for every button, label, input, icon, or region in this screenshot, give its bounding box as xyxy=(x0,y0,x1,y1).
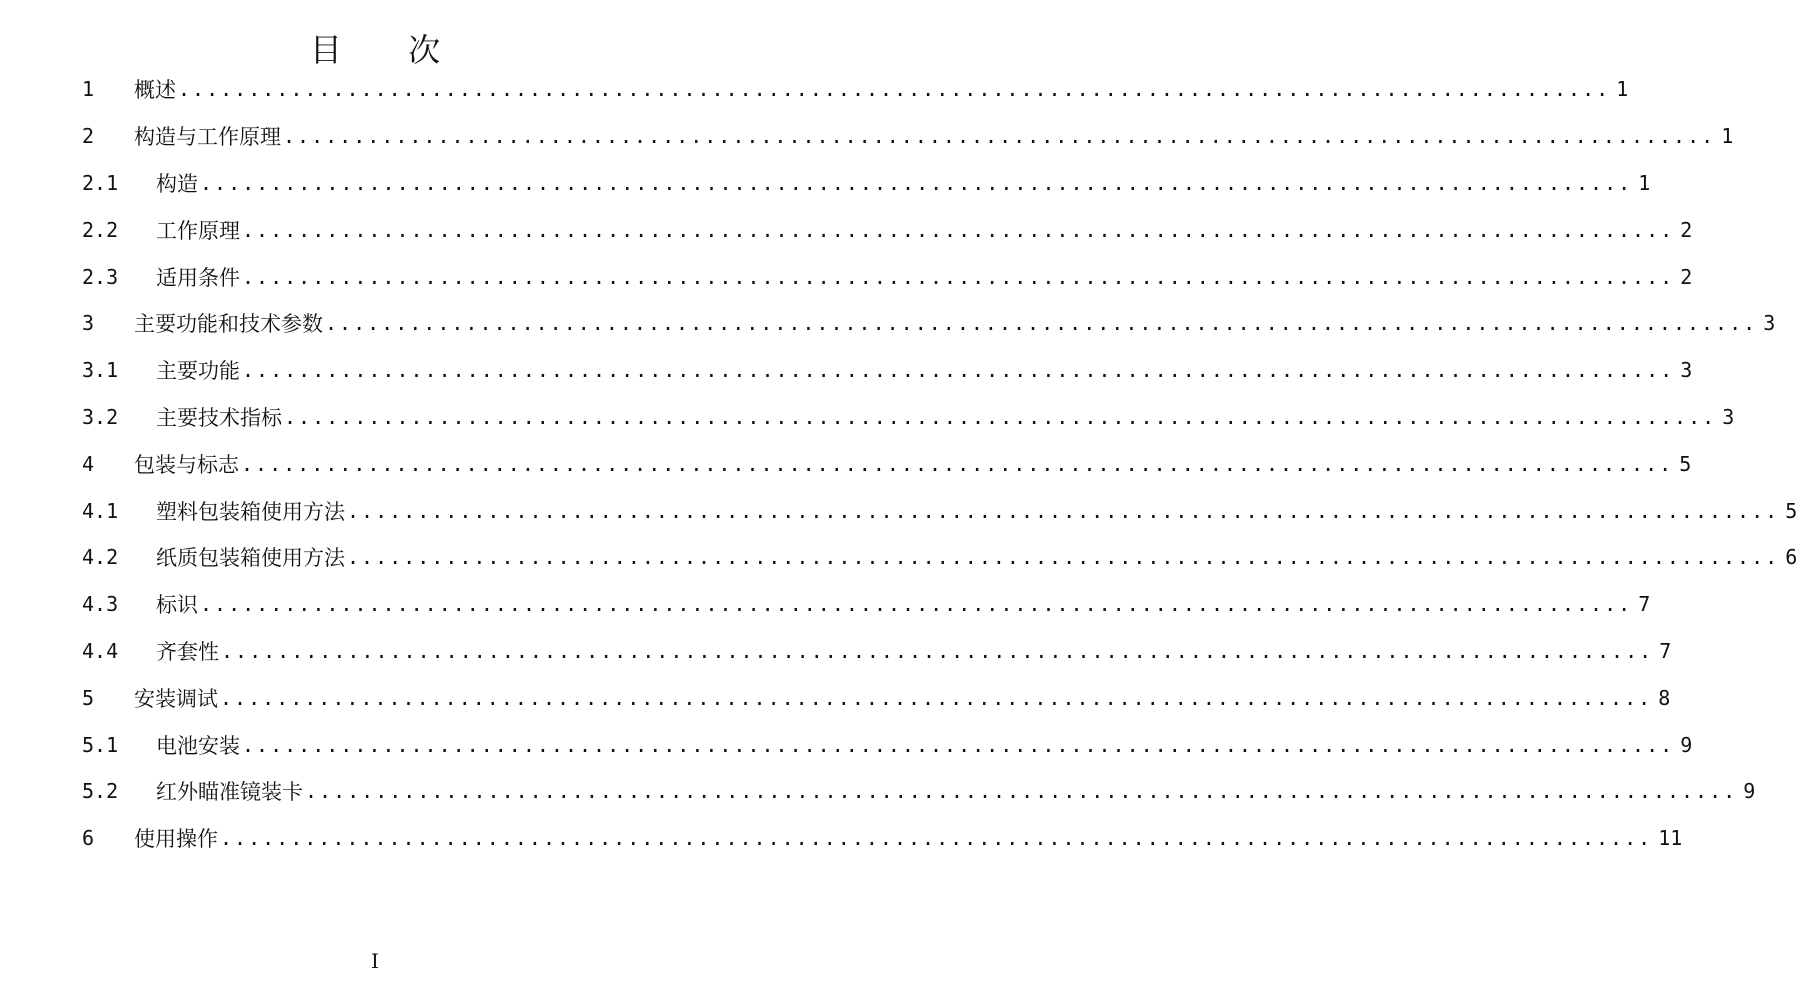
toc-entry[interactable] xyxy=(82,534,1797,581)
toc-entry-label: 塑料包装箱使用方法 xyxy=(156,499,345,524)
toc-entry[interactable] xyxy=(82,440,1692,487)
toc-leader-dots: ...................................................................................................... xyxy=(241,451,1674,476)
toc-leader-dots: ...................................................................................................... xyxy=(347,545,1780,570)
toc-entry[interactable] xyxy=(82,160,1651,207)
toc-entry[interactable] xyxy=(82,394,1735,441)
toc-leader-dots: ...................................................................................................... xyxy=(325,311,1758,336)
toc-entry-page: 11 xyxy=(1658,826,1683,851)
toc-entry[interactable] xyxy=(82,581,1651,628)
toc-entry[interactable] xyxy=(82,628,1672,675)
toc-entry[interactable] xyxy=(82,206,1693,253)
toc-entry-page: 7 xyxy=(1659,638,1672,663)
toc-entry-label: 主要功能和技术参数 xyxy=(134,312,323,337)
toc-entry-number: 5 xyxy=(82,685,95,710)
toc-entry-page: 3 xyxy=(1680,358,1693,383)
toc-entry-page: 6 xyxy=(1785,545,1797,570)
toc-entry-page: 9 xyxy=(1680,732,1693,757)
toc-entry-label: 安装调试 xyxy=(134,686,218,711)
toc-entry-label: 纸质包装箱使用方法 xyxy=(156,546,345,571)
toc-entry-label: 概述 xyxy=(134,78,176,103)
toc-entry[interactable] xyxy=(82,815,1683,862)
toc-leader-dots: ...................................................................................................... xyxy=(283,124,1716,149)
toc-entry-number: 1 xyxy=(82,77,95,102)
toc-leader-dots: ...................................................................................................... xyxy=(305,779,1738,804)
toc-leader-dots: ...................................................................................................... xyxy=(220,685,1653,710)
toc-entry-page: 5 xyxy=(1679,451,1692,476)
toc-entry-label: 红外瞄准镜装卡 xyxy=(156,780,303,805)
toc-entry[interactable] xyxy=(82,300,1776,347)
toc-entry-label: 工作原理 xyxy=(156,218,240,243)
toc-leader-dots: ...................................................................................................... xyxy=(242,264,1675,289)
toc-entry[interactable] xyxy=(82,66,1629,113)
toc-leader-dots: ...................................................................................................... xyxy=(284,404,1717,429)
toc-entry-number: 3.1 xyxy=(82,358,119,383)
toc-entry-number: 4.3 xyxy=(82,592,119,617)
toc-entry-label: 构造 xyxy=(156,171,198,196)
toc-entry-page: 3 xyxy=(1763,311,1776,336)
toc-list xyxy=(82,66,1797,862)
toc-entry-label: 电池安装 xyxy=(156,733,240,758)
toc-leader-dots: ...................................................................................................... xyxy=(242,358,1675,383)
toc-entry-page: 1 xyxy=(1616,77,1629,102)
toc-entry-number: 2.2 xyxy=(82,217,119,242)
toc-entry-number: 4.4 xyxy=(82,638,119,663)
toc-entry-number: 6 xyxy=(82,826,95,851)
toc-entry-label: 主要功能 xyxy=(156,359,240,384)
toc-entry-page: 5 xyxy=(1785,498,1797,523)
toc-entry[interactable] xyxy=(82,113,1734,160)
toc-entry-number: 5.1 xyxy=(82,732,119,757)
toc-entry[interactable] xyxy=(82,768,1756,815)
toc-entry-number: 3 xyxy=(82,311,95,336)
toc-leader-dots: ...................................................................................................... xyxy=(221,638,1654,663)
toc-entry-page: 2 xyxy=(1680,217,1693,242)
toc-entry-page: 7 xyxy=(1638,592,1651,617)
toc-entry-label: 构造与工作原理 xyxy=(134,125,281,150)
toc-entry-number: 4.2 xyxy=(82,545,119,570)
page-number: I xyxy=(371,949,379,973)
toc-leader-dots: ...................................................................................................... xyxy=(200,592,1633,617)
page-title: 目 次 xyxy=(309,31,469,69)
toc-entry-number: 2.3 xyxy=(82,264,119,289)
toc-leader-dots: ...................................................................................................... xyxy=(242,732,1675,757)
toc-entry[interactable] xyxy=(82,347,1693,394)
toc-entry-page: 1 xyxy=(1638,170,1651,195)
toc-entry[interactable] xyxy=(82,674,1671,721)
toc-entry-number: 4 xyxy=(82,451,95,476)
toc-entry-label: 使用操作 xyxy=(134,827,218,852)
toc-entry-label: 标识 xyxy=(156,593,198,618)
toc-entry-number: 5.2 xyxy=(82,779,119,804)
toc-leader-dots: ...................................................................................................... xyxy=(242,217,1675,242)
toc-entry-page: 1 xyxy=(1721,124,1734,149)
toc-entry-page: 2 xyxy=(1680,264,1693,289)
toc-entry-page: 8 xyxy=(1658,685,1671,710)
toc-leader-dots: ...................................................................................................... xyxy=(220,826,1653,851)
toc-leader-dots: ...................................................................................................... xyxy=(347,498,1780,523)
toc-entry-label: 齐套性 xyxy=(156,639,219,664)
toc-leader-dots: ...................................................................................................... xyxy=(200,170,1633,195)
toc-entry[interactable] xyxy=(82,253,1693,300)
toc-entry-label: 适用条件 xyxy=(156,265,240,290)
toc-entry-number: 4.1 xyxy=(82,498,119,523)
toc-entry-number: 2 xyxy=(82,124,95,149)
toc-entry-number: 3.2 xyxy=(82,404,119,429)
toc-entry-page: 9 xyxy=(1743,779,1756,804)
toc-entry-label: 包装与标志 xyxy=(134,452,239,477)
toc-entry[interactable] xyxy=(82,721,1693,768)
toc-entry[interactable] xyxy=(82,487,1797,534)
toc-entry-label: 主要技术指标 xyxy=(156,405,282,430)
toc-entry-number: 2.1 xyxy=(82,170,119,195)
toc-leader-dots: ...................................................................................................... xyxy=(178,77,1611,102)
toc-entry-page: 3 xyxy=(1722,404,1735,429)
